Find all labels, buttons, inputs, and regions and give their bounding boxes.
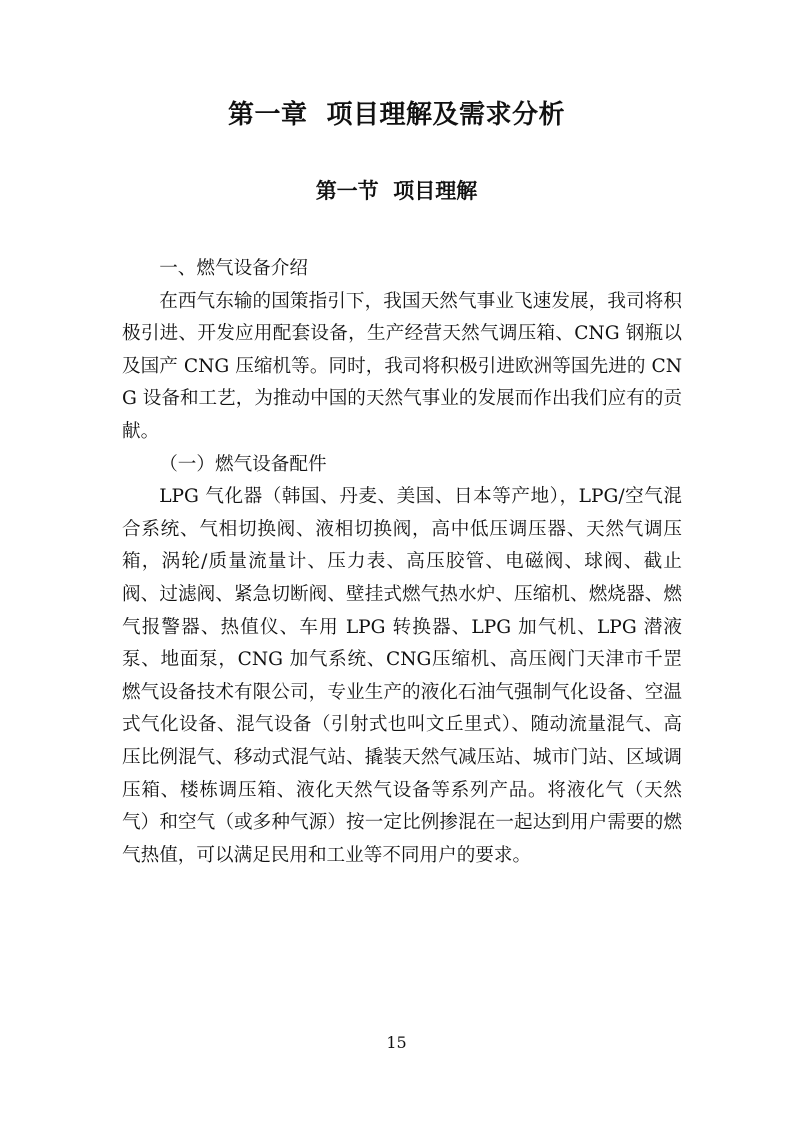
subheading-gas-equipment-parts: （一）燃气设备配件 <box>159 453 327 475</box>
subheading-gas-equipment-intro: 一、燃气设备介绍 <box>159 258 308 279</box>
paragraph-intro: 在西气东输的国策指引下，我国天然气事业飞速发展，我司将积极引进、开发应用配套设备，生产经营天然气调压箱、CNG 钢瓶以及国产 CNG 压缩机等。同时，我司将积极引进欧洲等国先进的 CNG 设备和工艺，为推动中国的天然气事业的发展而作出我们应有的贡献。 <box>122 290 682 442</box>
section-title: 第一节 项目理解 <box>315 179 478 203</box>
body-text <box>122 253 682 872</box>
paragraph-parts: LPG 气化器（韩国、丹麦、美国、日本等产地），LPG/空气混合系统、气相切换阀、液相切换阀，高中低压调压器、天然气调压箱，涡轮/质量流量计、压力表、高压胶管、电磁阀、球阀、截止阀、过滤阀、紧急切断阀、壁挂式燃气热水炉、压缩机、燃烧器、燃气报警器、热值仪、车用 LPG 转换器、LPG 加气机、LPG 潜液泵、地面泵，CNG 加气系统、CNG压缩机、高压阀门天津市千罡燃气设备技术有限公司，专业生产的液化石油气强制气化设备、空温式气化设备、混气设备（引射式也叫文丘里式）、随动流量混气、高压比例混气、移动式混气站、撬装天然气减压站、城市门站、区域调压箱、楼栋调压箱、液化天然气设备等系列产品。将液化气（天然气）和空气（或多种气源）按一定比例掺混在一起达到用户需要的燃气热值，可以满足民用和工业等不同用户的要求。 <box>122 486 682 866</box>
chapter-title: 第一章 项目理解及需求分析 <box>227 100 566 130</box>
page-number: 15 <box>386 1033 407 1052</box>
